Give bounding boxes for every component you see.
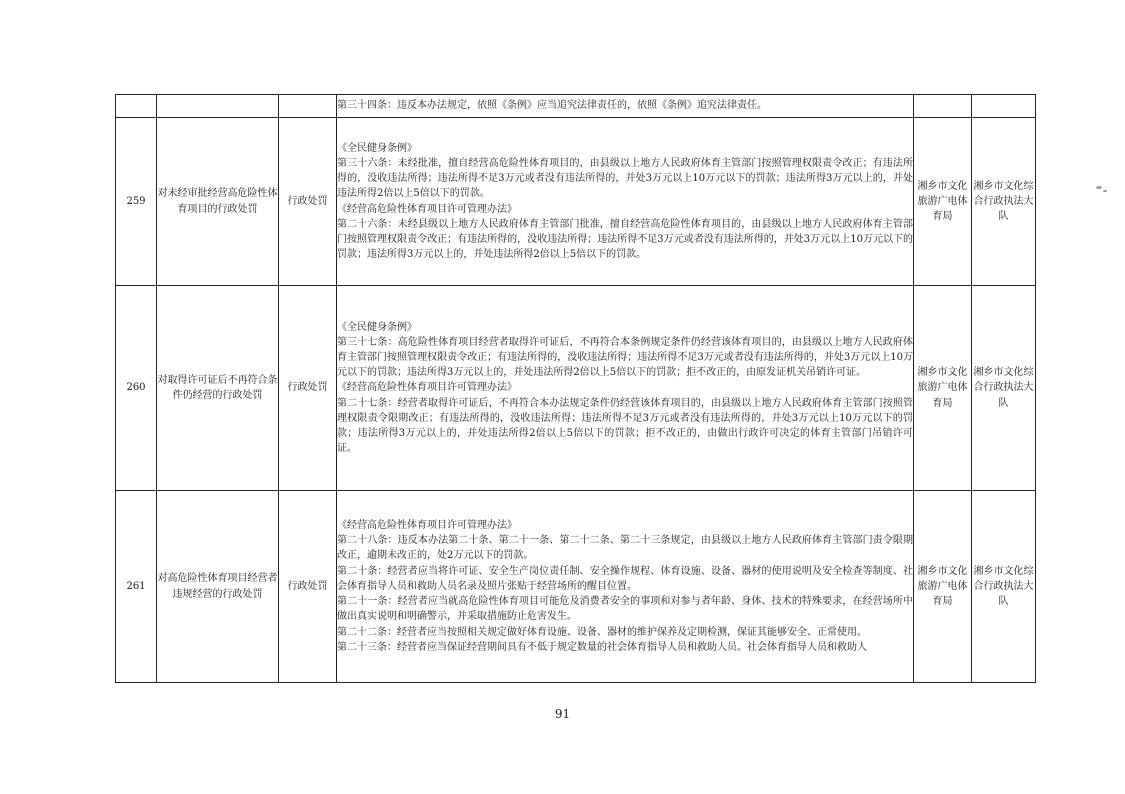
cell-item-type: 行政处罚 xyxy=(279,491,337,683)
table-row-continued xyxy=(116,95,1036,118)
cell-responsible-agency: 湘乡市文化旅游广电体育局 xyxy=(914,118,972,286)
cell-item-name xyxy=(157,95,279,118)
enforcement-table xyxy=(115,94,1036,683)
cell-enforcement-unit: 湘乡市文化综合行政执法大队 xyxy=(972,286,1036,491)
basis-paragraph: 《全民健身条例》 xyxy=(337,321,417,333)
table-row-260 xyxy=(116,286,1036,491)
basis-paragraph: 第二十三条：经营者应当保证经营期间具有不低于规定数量的社会体育指导人员和救助人员。社会体育指导人员和救助人 xyxy=(337,641,867,653)
cell-item-type xyxy=(279,95,337,118)
basis-paragraph: 第三十四条：违反本办法规定，依照《条例》应当追究法律责任的，依照《条例》追究法律责任。 xyxy=(337,100,767,112)
basis-paragraph: 第三十六条：未经批准，擅自经营高危险性体育项目的，由县级以上地方人民政府体育主管部门按照管理权限责令改正；有违法所得的，没收违法所得；违法所得不足3万元或者没有违法所得的，并处3万元以上10万元以下的罚款；违法所得3万元以上的，并处违法所得2倍以上5倍以下的罚款。 xyxy=(337,157,913,200)
basis-paragraph: 第二十六条：未经县级以上地方人民政府体育主管部门批准，擅自经营高危险性体育项目的，由县级以上地方人民政府体育主管部门按照管理权限责令改正；有违法所得的，没收违法所得；违法所得不足3万元或者没有违法所得的，并处3万元以上10万元以下的罚款；违法所得3万元以上的，并处违法所得2倍以上5倍以下的罚款。 xyxy=(337,218,913,261)
cell-number: 260 xyxy=(116,286,157,491)
scan-speck xyxy=(1096,186,1102,189)
cell-enforcement-unit: 湘乡市文化综合行政执法大队 xyxy=(972,118,1036,286)
cell-enforcement-unit: 湘乡市文化综合行政执法大队 xyxy=(972,491,1036,683)
cell-number: 259 xyxy=(116,118,157,286)
cell-legal-basis xyxy=(337,95,914,118)
basis-paragraph: 《经营高危险性体育项目许可管理办法》 xyxy=(337,520,517,532)
basis-paragraph: 《全民健身条例》 xyxy=(337,142,417,154)
cell-enforcement-unit xyxy=(972,95,1036,118)
cell-number: 261 xyxy=(116,491,157,683)
cell-item-name: 对未经审批经营高危险性体育项目的行政处罚 xyxy=(157,118,279,286)
basis-paragraph: 第二十七条：经营者取得许可证后，不再符合本办法规定条件仍经营该体育项目的，由县级以上地方人民政府体育主管部门按照管理权限责令限期改正；有违法所得的，没收违法所得；违法所得不足3万元或者没有违法所得的，并处3万元以上10万元以下的罚款；违法所得3万元以上的，并处违法所得2倍以上5倍以下的罚款；拒不改正的，由做出行政许可决定的体育主管部门吊销许可证。 xyxy=(337,397,913,455)
basis-paragraph: 《经营高危险性体育项目许可管理办法》 xyxy=(337,382,517,394)
basis-paragraph: 第二十八条：违反本办法第二十条、第二十一条、第二十二条、第二十三条规定，由县级以上地方人民政府体育主管部门责令限期改正，逾期未改正的，处2万元以下的罚款。 xyxy=(337,535,913,562)
cell-responsible-agency xyxy=(914,95,972,118)
cell-legal-basis xyxy=(337,491,914,683)
cell-legal-basis xyxy=(337,286,914,491)
basis-paragraph: 第三十七条：高危险性体育项目经营者取得许可证后，不再符合本条例规定条件仍经营该体育项目的，由县级以上地方人民政府体育主管部门按照管理权限责令改正；有违法所得的，没收违法所得；违法所得不足3万元或者没有违法所得的，并处3万元以上10万元以下的罚款；违法所得3万元以上的，并处违法所得2倍以上5倍以下的罚款；拒不改正的，由原发证机关吊销许可证。 xyxy=(337,336,913,379)
cell-item-type: 行政处罚 xyxy=(279,286,337,491)
cell-item-name: 对取得许可证后不再符合条件仍经营的行政处罚 xyxy=(157,286,279,491)
cell-responsible-agency: 湘乡市文化旅游广电体育局 xyxy=(914,491,972,683)
scan-speck xyxy=(1103,190,1107,192)
cell-number xyxy=(116,95,157,118)
cell-legal-basis xyxy=(337,118,914,286)
cell-item-type: 行政处罚 xyxy=(279,118,337,286)
table-row-261 xyxy=(116,491,1036,683)
basis-paragraph: 第二十二条：经营者应当按照相关规定做好体育设施、设备、器材的维护保养及定期检测，保证其能够安全、正常使用。 xyxy=(337,626,867,638)
basis-paragraph: 第二十条：经营者应当将许可证、安全生产岗位责任制、安全操作规程、体育设施、设备、器材的使用说明及安全检查等制度、社会体育指导人员和救助人员名录及照片张贴于经营场所的醒目位置。 xyxy=(337,565,913,592)
basis-paragraph: 《经营高危险性体育项目许可管理办法》 xyxy=(337,203,517,215)
cell-item-name: 对高危险性体育项目经营者违规经营的行政处罚 xyxy=(157,491,279,683)
page-number: 91 xyxy=(554,707,571,721)
table-row-259 xyxy=(116,118,1036,286)
basis-paragraph: 第二十一条：经营者应当就高危险性体育项目可能危及消费者安全的事项和对参与者年龄、身体、技术的特殊要求，在经营场所中做出真实说明和明确警示，并采取措施防止危害发生。 xyxy=(337,596,913,623)
cell-responsible-agency: 湘乡市文化旅游广电体育局 xyxy=(914,286,972,491)
